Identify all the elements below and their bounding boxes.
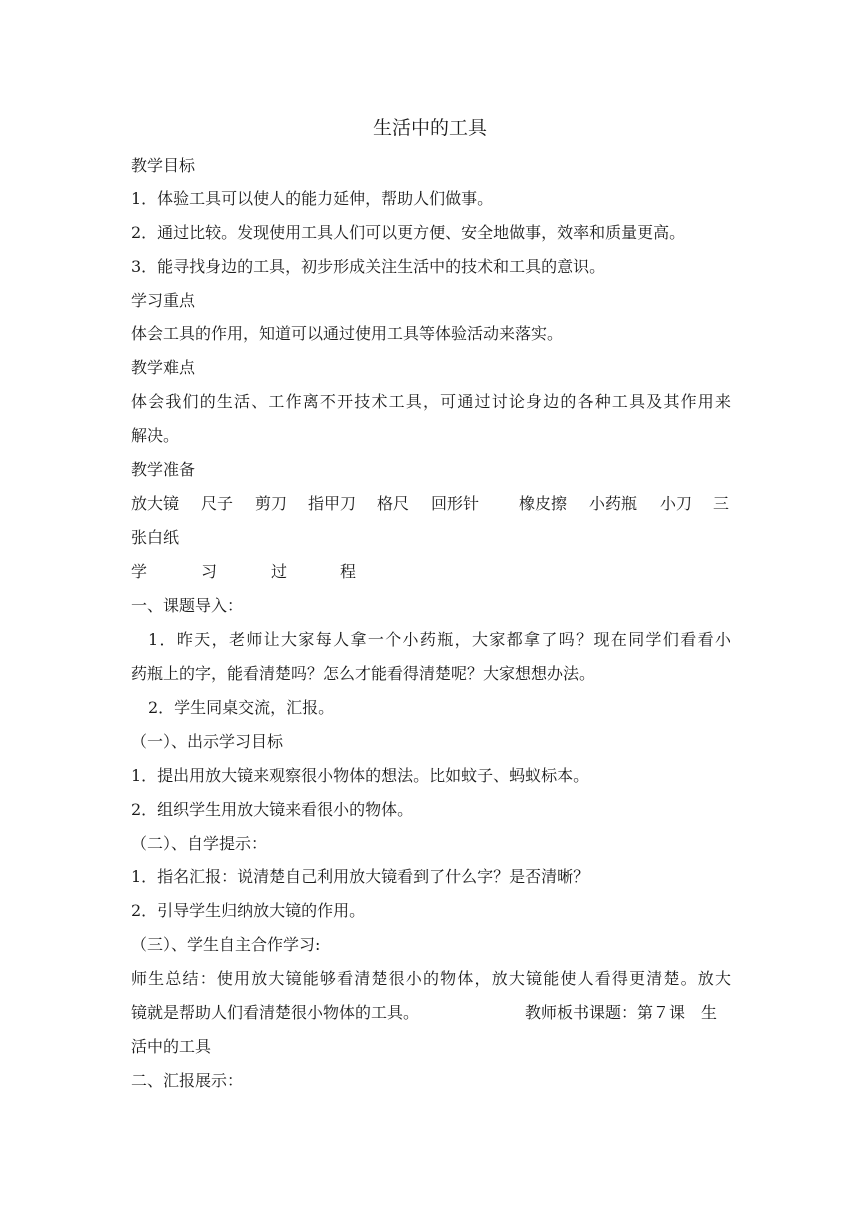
prep-item: 剪刀 [255,494,288,513]
process-char: 习 [201,562,218,581]
process-char: 程 [340,562,357,581]
difficulties-text-line1: 体会我们的生活、工作离不开技术工具，可通过讨论身边的各种工具及其作用来 [131,392,731,411]
board-title-note-continued: 活中的工具 [131,1037,212,1056]
summary-text-line2: 镜就是帮助人们看清楚很小物体的工具。 [131,1003,420,1022]
goal-item-3: 3．能寻找身边的工具，初步形成关注生活中的技术和工具的意识。 [131,257,606,276]
subsection-1-item-2: 2．组织学生用放大镜来看很小的物体。 [131,800,414,819]
subsection-2-item-1: 1．指名汇报：说清楚自己利用放大镜看到了什么字？是否清晰？ [131,867,590,886]
prep-item: 小刀 [660,494,693,513]
heading-teaching-goals: 教学目标 [131,156,196,175]
intro-item-1-line2: 药瓶上的字，能看清楚吗？怎么才能看得清楚呢？大家想想办法。 [131,664,596,683]
prep-item: 指甲刀 [308,494,357,513]
heading-difficulties: 教学难点 [131,358,196,377]
summary-text-line1: 师生总结：使用放大镜能够看清楚很小的物体，放大镜能使人看得更清楚。放大 [131,969,731,988]
goal-item-2: 2．通过比较。发现使用工具人们可以更方便、安全地做事，效率和质量更高。 [131,223,686,242]
intro-item-2: 2．学生同桌交流，汇报。 [148,698,335,717]
subsection-2-heading: （二）、自学提示： [131,834,268,853]
prep-item: 三 [713,494,730,513]
goal-item-1: 1．体验工具可以使人的能力延伸，帮助人们做事。 [131,189,494,208]
prep-item: 小药瓶 [589,494,638,513]
process-char: 过 [271,562,288,581]
subsection-2-item-2: 2．引导学生归纳放大镜的作用。 [131,901,366,920]
board-title-note: 教师板书课题：第７课 生 [525,1003,718,1022]
prep-item: 放大镜 [131,494,180,513]
prep-items-continued: 张白纸 [131,528,180,547]
document-title: 生活中的工具 [372,117,487,139]
section-intro-heading: 一、课题导入： [131,596,244,615]
prep-item: 回形针 [431,494,480,513]
prep-item: 橡皮擦 [519,494,568,513]
process-char: 学 [131,562,148,581]
prep-item: 格尺 [377,494,410,513]
key-points-text: 体会工具的作用，知道可以通过使用工具等体验活动来落实。 [131,324,564,343]
prep-item: 尺子 [201,494,234,513]
heading-preparation: 教学准备 [131,460,196,479]
intro-item-1-line1: 1．昨天，老师让大家每人拿一个小药瓶，大家都拿了吗？现在同学们看看小 [148,630,731,649]
subsection-1-heading: （一）、出示学习目标 [131,732,284,751]
difficulties-text-line2: 解决。 [131,426,180,445]
subsection-1-item-1: 1．提出用放大镜来观察很小物体的想法。比如蚊子、蚂蚁标本。 [131,766,590,785]
section-report-heading: 二、汇报展示： [131,1071,244,1090]
heading-key-points: 学习重点 [131,291,196,310]
subsection-3-heading: （三）、学生自主合作学习: [131,935,321,954]
